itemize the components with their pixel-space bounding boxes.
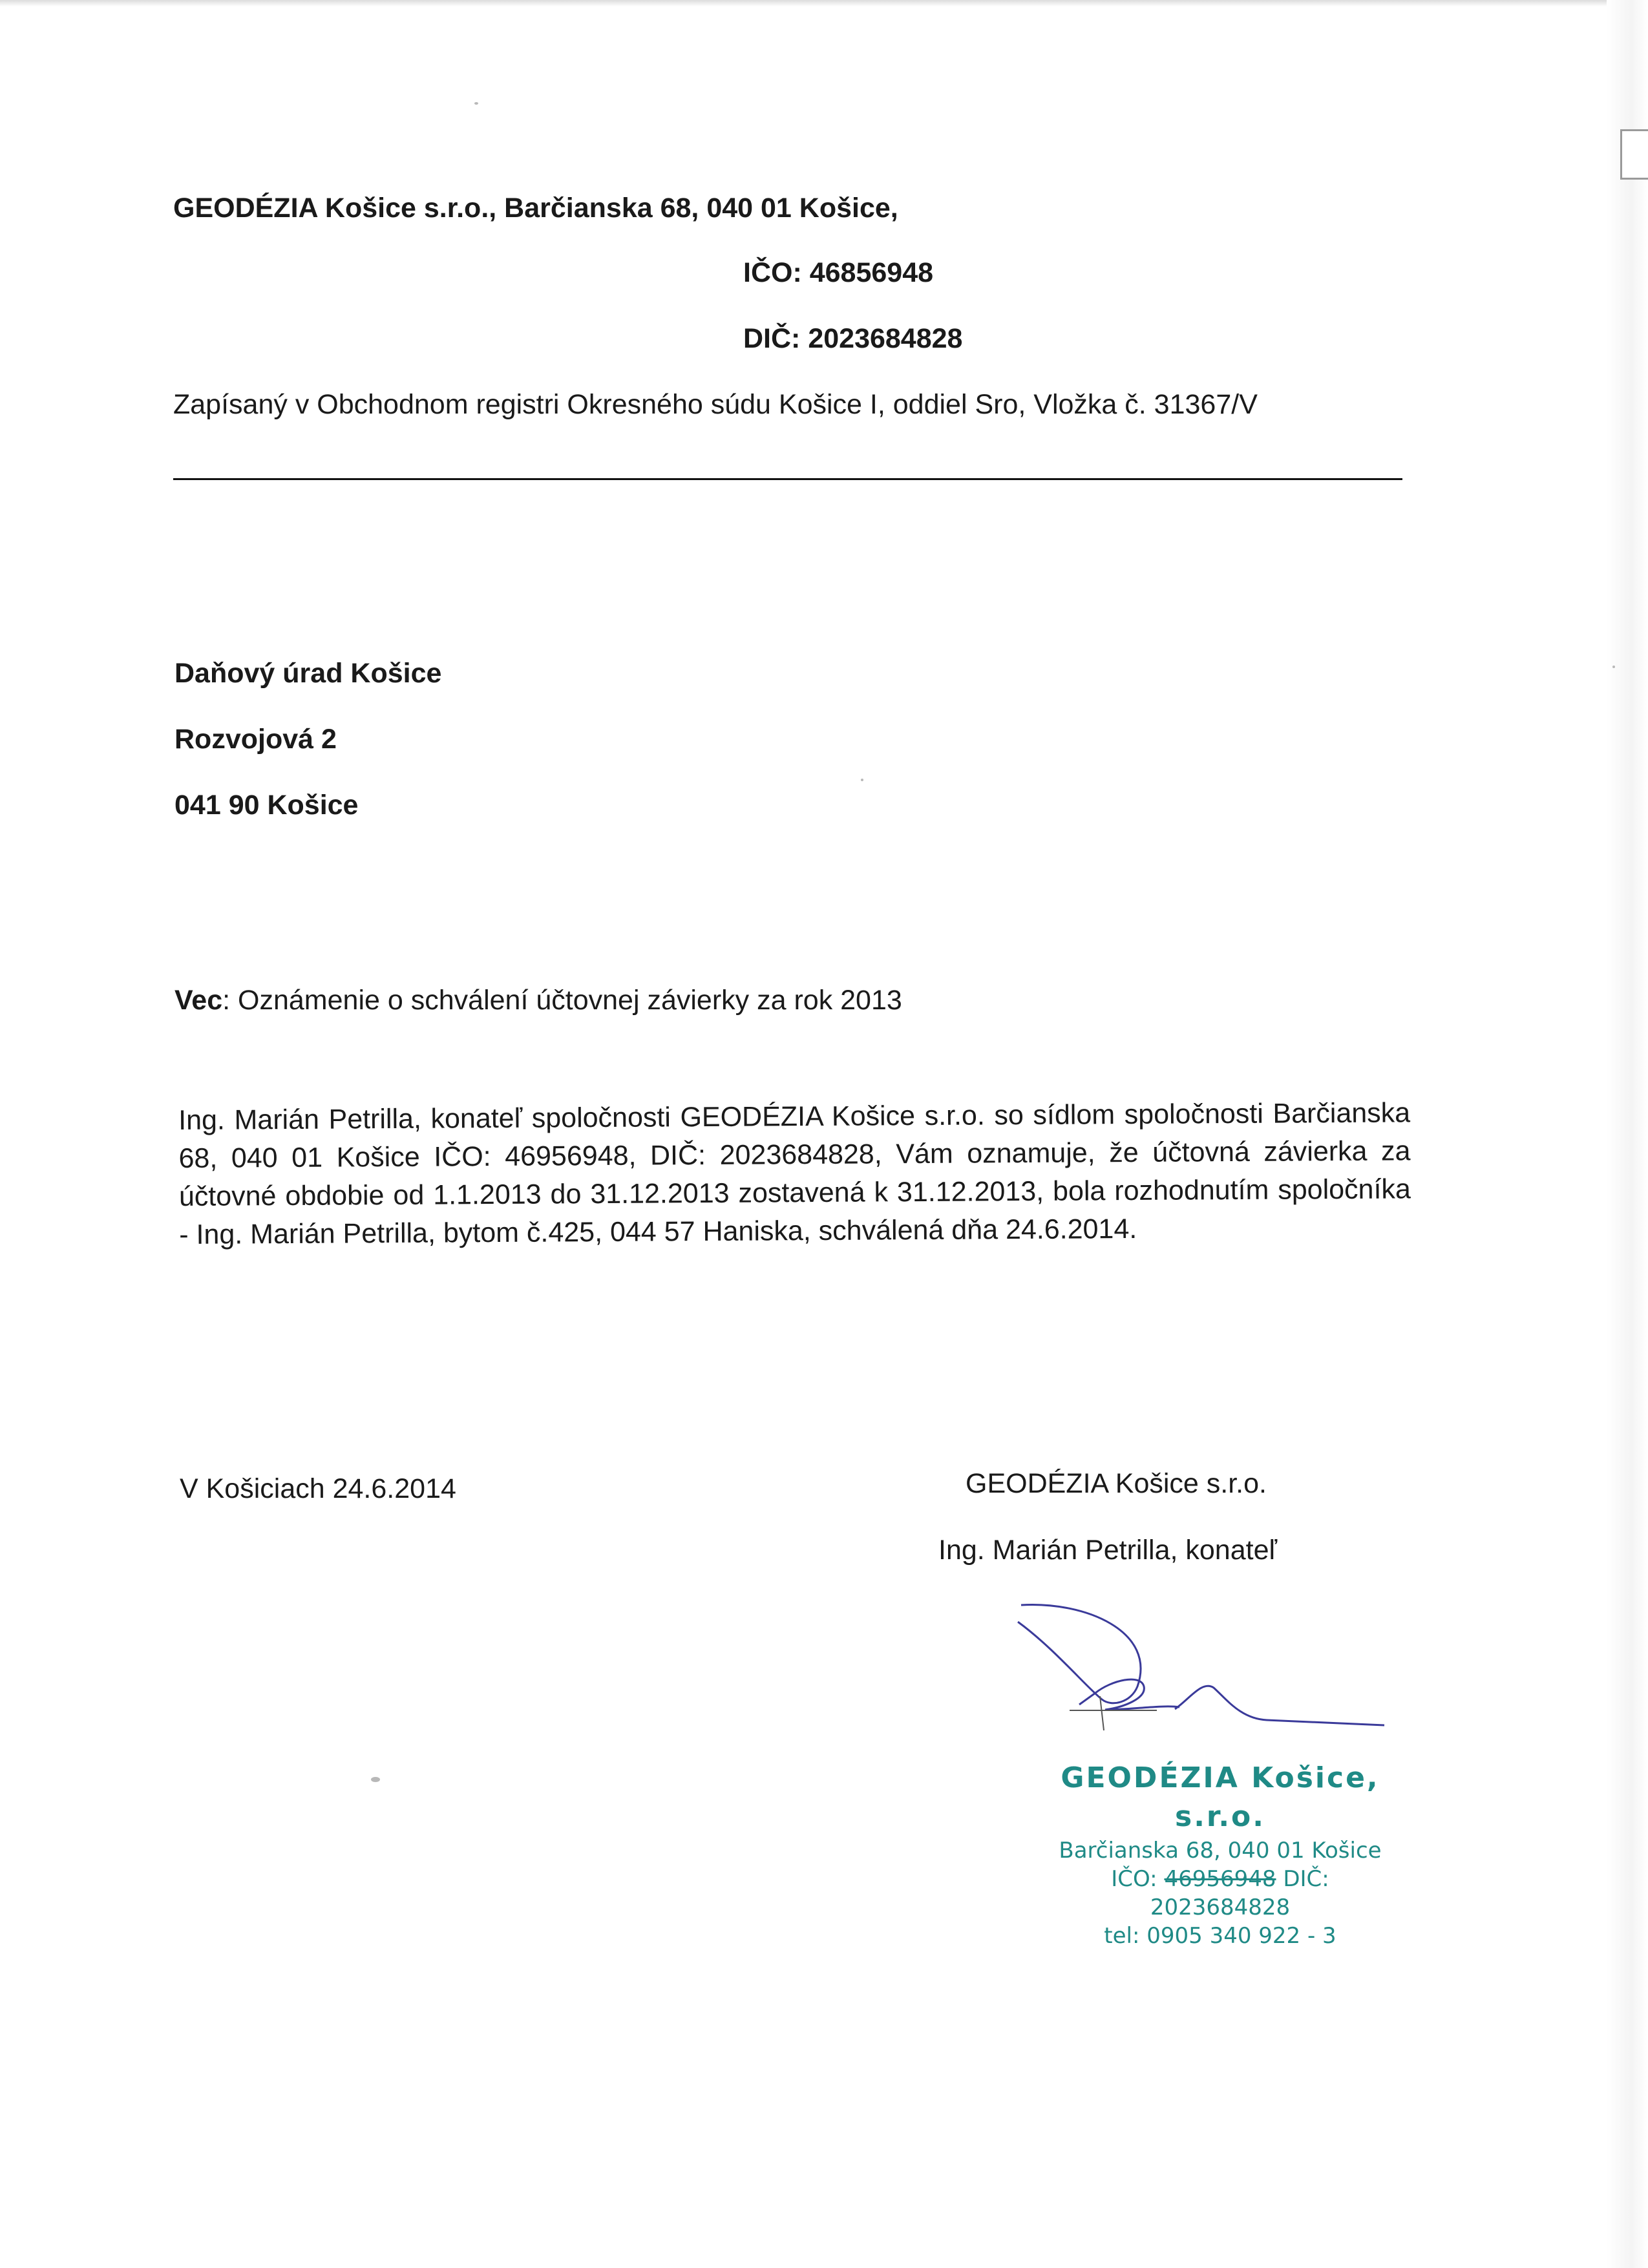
stamp-address: Barčianska 68, 040 01 Košice <box>1059 1838 1382 1864</box>
signature-stroke-tail <box>1175 1686 1384 1725</box>
scan-right-edge <box>1607 0 1648 2268</box>
stamp-phone: tel: 0905 340 922 - 3 <box>1104 1923 1336 1949</box>
company-header-line: GEODÉZIA Košice s.r.o., Barčianska 68, 040 01 Košice, <box>173 193 898 224</box>
closing-company: GEODÉZIA Košice s.r.o. <box>966 1468 1267 1499</box>
signature-stroke-p <box>1079 1679 1179 1710</box>
company-stamp <box>1039 1759 1401 1950</box>
signature-stroke-loop <box>1018 1604 1141 1703</box>
recipient-street: Rozvojová 2 <box>174 724 337 755</box>
recipient-city: 041 90 Košice <box>174 790 359 821</box>
stamp-ico-struck: 46956948 <box>1164 1866 1276 1892</box>
scan-speck <box>861 779 863 781</box>
header-divider <box>173 478 1402 480</box>
company-ico: IČO: 46856948 <box>743 257 934 288</box>
stamp-dic: DIČ: 2023684828 <box>1150 1866 1329 1920</box>
company-register-info: Zapísaný v Obchodnom registri Okresného súdu Košice I, oddiel Sro, Vložka č. 31367/V <box>173 389 1258 420</box>
subject-text: : Oznámenie o schválení účtovnej závierky za rok 2013 <box>222 985 902 1016</box>
stamp-ico-label: IČO: <box>1111 1866 1165 1892</box>
scan-top-edge <box>0 0 1609 6</box>
scan-edge-tab <box>1620 129 1648 180</box>
scan-speck <box>1612 666 1615 668</box>
subject-label: Vec <box>174 985 223 1016</box>
place-and-date: V Košiciach 24.6.2014 <box>180 1473 456 1504</box>
recipient-name: Daňový úrad Košice <box>174 658 442 689</box>
stamp-ids <box>1039 1865 1401 1922</box>
scan-speck <box>474 102 478 105</box>
body-paragraph: Ing. Marián Petrilla, konateľ spoločnosti GEODÉZIA Košice s.r.o. so sídlom spoločnosti Barčianska 68, 040 01 Košice IČO: 46956948, DIČ: 2023684828, Vám oznamuje, že účtovná závierka za účtovné obdobie od 1.1.2013 do 31.12.2013 zostavená k 31.12.2013, bola rozhodnutím spoločníka - Ing. Marián Petrilla, bytom č.425, 044 57 Haniska, schválená dňa 24.6.2014. <box>178 1097 1411 1250</box>
subject-line <box>174 985 902 1016</box>
closing-signatory: Ing. Marián Petrilla, konateľ <box>938 1535 1278 1566</box>
scan-speck <box>371 1777 380 1782</box>
company-dic: DIČ: 2023684828 <box>743 323 963 354</box>
handwritten-signature <box>1008 1596 1396 1745</box>
stamp-title: GEODÉZIA Košice, s.r.o. <box>1061 1761 1380 1833</box>
